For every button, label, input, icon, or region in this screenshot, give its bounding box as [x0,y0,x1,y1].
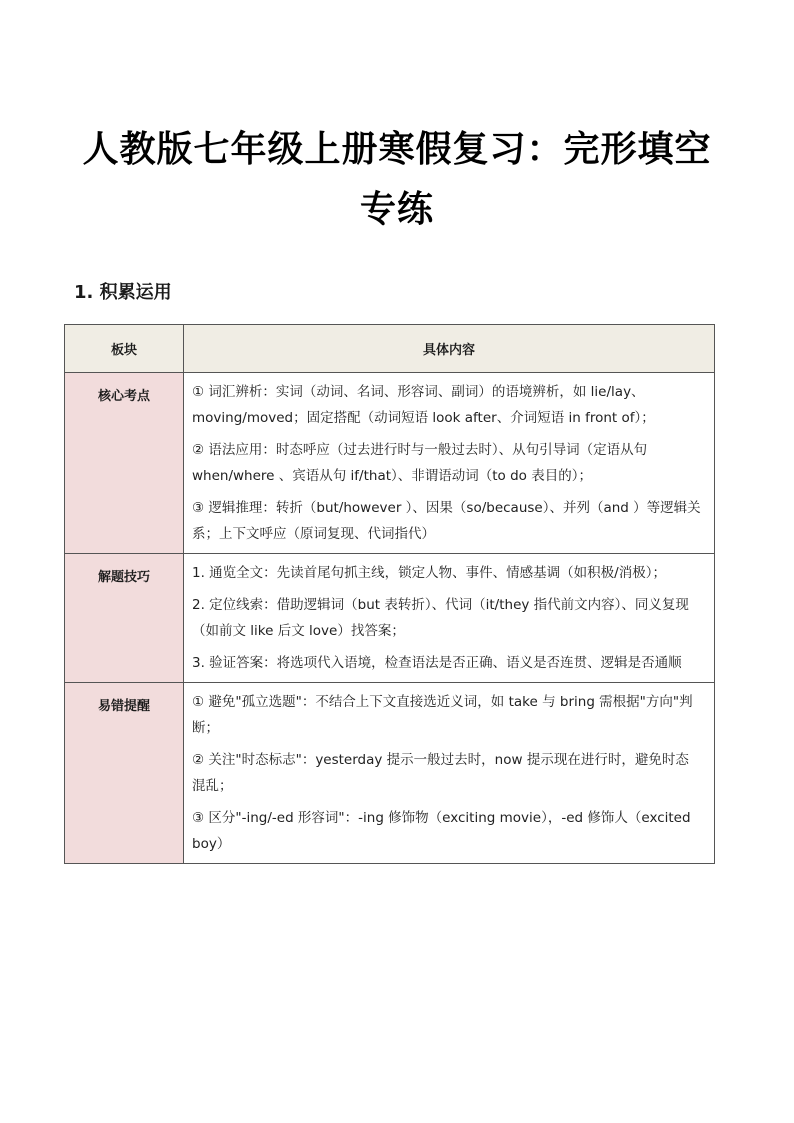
table-header-row [65,325,715,373]
table-row [65,683,715,864]
review-table [64,324,715,864]
section-heading: 1. 积累运用 [74,282,172,303]
row-content [184,683,715,864]
content-item: ① 词汇辨析：实词（动词、名词、形容词、副词）的语境辨析，如 lie/lay、moving/moved；固定搭配（动词短语 look after、介词短语 in front of）； [192,384,655,426]
header-content: 具体内容 [184,325,715,373]
content-item: 2. 定位线索：借助逻辑词（but 表转折）、代词（it/they 指代前文内容）、同义复现（如前文 like 后文 love）找答案； [192,597,689,639]
row-category: 易错提醒 [65,683,184,864]
content-item: ③ 逻辑推理：转折（but/however ）、因果（so/because）、并列（and ）等逻辑关系；上下文呼应（原词复现、代词指代） [192,500,701,542]
table-row [65,554,715,683]
content-item: 3. 验证答案：将选项代入语境，检查语法是否正确、语义是否连贯、逻辑是否通顺 [192,655,682,671]
content-item: ② 语法应用：时态呼应（过去进行时与一般过去时）、从句引导词（定语从句 when/where 、宾语从句 if/that）、非谓语动词（to do 表目的）； [192,442,648,484]
content-item: ① 避免"孤立选题"：不结合上下文直接选近义词，如 take 与 bring 需根据"方向"判断； [192,694,693,736]
row-content [184,373,715,554]
header-category: 板块 [65,325,184,373]
table-row [65,373,715,554]
content-item: ② 关注"时态标志"：yesterday 提示一般过去时，now 提示现在进行时，避免时态混乱； [192,752,689,794]
row-category: 解题技巧 [65,554,184,683]
content-item: ③ 区分"-ing/-ed 形容词"：-ing 修饰物（exciting movie），-ed 修饰人（excited boy） [192,810,691,852]
document-title-line1: 人教版七年级上册寒假复习：完形填空 [82,129,712,170]
content-item: 1. 通览全文：先读首尾句抓主线，锁定人物、事件、情感基调（如积极/消极）； [192,565,666,581]
document-title-line2: 专练 [359,189,434,230]
row-content [184,554,715,683]
row-category: 核心考点 [65,373,184,554]
